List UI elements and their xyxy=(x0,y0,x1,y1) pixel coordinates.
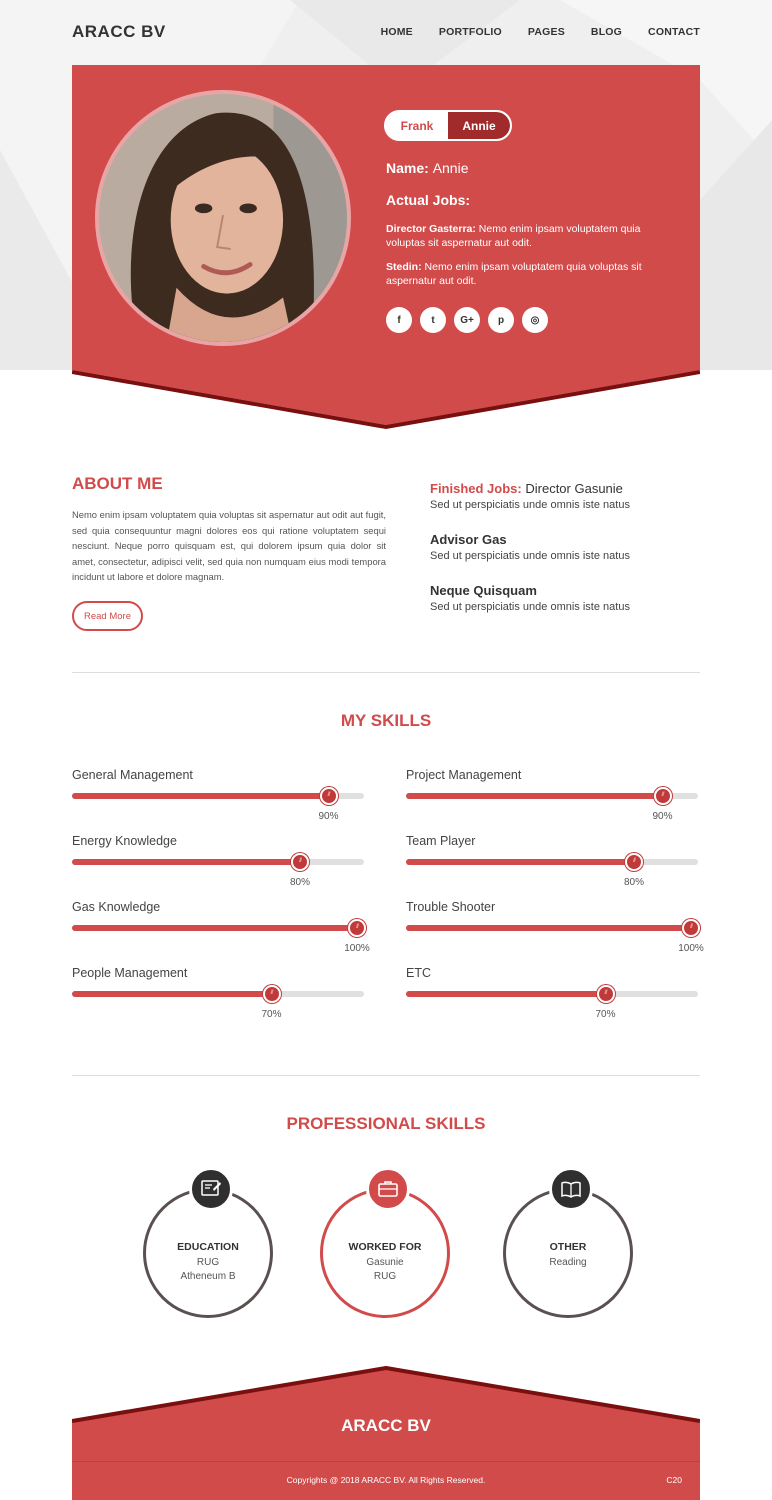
footer-code: C20 xyxy=(666,1475,682,1485)
skill-name: ETC xyxy=(406,966,431,980)
skill-percent: 90% xyxy=(652,811,673,822)
profile-name xyxy=(386,160,666,176)
finished-job-desc: Sed ut perspiciatis unde omnis iste natus xyxy=(430,550,630,562)
skill-slider-handle[interactable] xyxy=(654,787,672,805)
skill-track xyxy=(406,925,698,931)
nav-blog[interactable]: BLOG xyxy=(590,26,623,38)
skill-slider-handle[interactable] xyxy=(597,985,615,1003)
skill-fill xyxy=(406,925,691,931)
finished-job-desc: Sed ut perspiciatis unde omnis iste natus xyxy=(430,601,630,613)
copyright-text: Copyrights @ 2018 ARACC BV. All Rights Reserved. xyxy=(286,1475,486,1485)
pro-skill-worked-for xyxy=(320,1188,450,1318)
skill-bar xyxy=(406,966,698,1026)
pro-skill-title: OTHER xyxy=(549,1241,587,1253)
pro-skill-line: Gasunie xyxy=(366,1257,404,1268)
skills-title: MY SKILLS xyxy=(340,711,432,730)
about-text: Nemo enim ipsam voluptatem quia voluptas sit aspernatur aut odit aut fugit, sed quia consequuntur magni dolores eos qui ratione voluptatem sequi nesciunt. Neque porro quisquam est, qui dolorem ipsum quia dolor sit amet, consectetur, adipisci velit, sed quia non numquam eius modi tempora incidunt ut labore et dolore magnam. xyxy=(72,509,386,583)
skill-fill xyxy=(72,793,329,799)
skill-slider-handle[interactable] xyxy=(320,787,338,805)
skill-track xyxy=(72,859,364,865)
skill-slider-handle[interactable] xyxy=(625,853,643,871)
skill-percent: 70% xyxy=(595,1009,616,1020)
name-value: Annie xyxy=(432,160,469,176)
skill-name: Project Management xyxy=(406,768,522,782)
skill-track xyxy=(406,793,698,799)
skill-track xyxy=(72,991,364,997)
section-divider xyxy=(72,1075,700,1076)
certificate-icon xyxy=(189,1167,233,1211)
skill-slider-handle[interactable] xyxy=(682,919,700,937)
about-title: ABOUT ME xyxy=(72,474,163,493)
pro-skill-title: EDUCATION xyxy=(177,1241,239,1253)
twitter-icon[interactable]: t xyxy=(420,307,446,333)
toggle-frank[interactable]: Frank xyxy=(400,118,434,133)
skill-bar xyxy=(72,966,364,1026)
pro-skill-line: Reading xyxy=(549,1257,587,1268)
skill-track xyxy=(406,991,698,997)
toggle-annie[interactable]: Annie xyxy=(448,112,510,139)
job-text: Nemo enim ipsam voluptatem quia voluptas sit aspernatur aut odit. xyxy=(386,261,642,287)
social-links xyxy=(386,307,548,333)
skill-slider-handle[interactable] xyxy=(291,853,309,871)
skill-track xyxy=(72,925,364,931)
skill-percent: 100% xyxy=(344,943,370,954)
facebook-icon[interactable]: f xyxy=(386,307,412,333)
skill-slider-handle[interactable] xyxy=(348,919,366,937)
section-divider xyxy=(72,672,700,673)
name-label: Name: xyxy=(386,160,429,176)
skill-fill xyxy=(72,925,357,931)
skill-percent: 80% xyxy=(623,877,645,888)
finished-job-title: Director Gasunie xyxy=(525,481,623,496)
pro-skill-other xyxy=(503,1188,633,1318)
skill-fill xyxy=(406,991,606,997)
briefcase-icon xyxy=(366,1167,410,1211)
footer-divider xyxy=(72,1461,700,1462)
pro-skill-education xyxy=(143,1188,273,1318)
instagram-icon[interactable]: ◎ xyxy=(522,307,548,333)
finished-jobs xyxy=(430,480,700,633)
finished-job-title: Advisor Gas xyxy=(430,532,507,547)
pro-skill-line: Atheneum B xyxy=(180,1271,236,1282)
skill-bar xyxy=(406,900,704,960)
skill-percent: 90% xyxy=(318,811,339,822)
skill-fill xyxy=(72,991,272,997)
pro-skill-line: RUG xyxy=(196,1257,220,1268)
site-footer xyxy=(72,1366,700,1500)
skill-track xyxy=(72,793,364,799)
skill-bar xyxy=(406,768,698,828)
skill-percent: 70% xyxy=(261,1009,282,1020)
finished-job-item xyxy=(430,480,700,514)
skill-bar xyxy=(406,834,698,894)
skill-name: Gas Knowledge xyxy=(72,900,161,914)
skill-fill xyxy=(72,859,300,865)
skill-name: Trouble Shooter xyxy=(406,900,496,914)
skill-bar xyxy=(72,768,364,828)
job-item xyxy=(386,260,666,288)
site-logo[interactable]: ARACC BV xyxy=(72,22,166,41)
site-header xyxy=(72,0,700,64)
pro-skill-line: RUG xyxy=(373,1271,397,1282)
job-text: Nemo enim ipsam voluptatem quia voluptas sit aspernatur aut odit. xyxy=(386,223,641,249)
book-icon xyxy=(549,1167,593,1211)
finished-job-desc: Sed ut perspiciatis unde omnis iste natus xyxy=(430,499,630,511)
skill-name: General Management xyxy=(72,768,193,782)
google-plus-icon[interactable]: G+ xyxy=(454,307,480,333)
profile-card xyxy=(72,65,700,430)
nav-portfolio[interactable]: PORTFOLIO xyxy=(438,26,502,38)
profile-toggle[interactable] xyxy=(384,110,512,141)
nav-home[interactable]: HOME xyxy=(380,26,413,38)
main-nav xyxy=(355,26,700,38)
skill-bar xyxy=(72,834,364,894)
finished-job-item xyxy=(430,531,700,565)
profile-photo xyxy=(95,90,351,346)
pro-skill-title: WORKED FOR xyxy=(348,1241,422,1253)
skill-percent: 80% xyxy=(289,877,311,888)
profile-info xyxy=(386,160,666,298)
finished-job-title: Neque Quisquam xyxy=(430,583,537,598)
job-company: Director Gasterra: xyxy=(386,223,476,235)
skill-name: People Management xyxy=(72,966,188,980)
footer-logo[interactable]: ARACC BV xyxy=(341,1416,431,1435)
skill-fill xyxy=(406,859,634,865)
skill-percent: 100% xyxy=(678,943,704,954)
skill-bar xyxy=(72,900,370,960)
pinterest-icon[interactable]: p xyxy=(488,307,514,333)
skill-name: Energy Knowledge xyxy=(72,834,177,848)
pro-skills-title: PROFESSIONAL SKILLS xyxy=(286,1114,486,1133)
finished-job-item xyxy=(430,582,700,616)
job-item xyxy=(386,222,666,250)
skill-fill xyxy=(406,793,663,799)
skill-slider-handle[interactable] xyxy=(263,985,281,1003)
nav-contact[interactable]: CONTACT xyxy=(648,26,700,38)
finished-jobs-label: Finished Jobs: xyxy=(430,481,522,496)
skill-track xyxy=(406,859,698,865)
skill-name: Team Player xyxy=(406,834,476,848)
job-company: Stedin: xyxy=(386,261,422,273)
actual-jobs-title: Actual Jobs: xyxy=(386,192,471,208)
read-more-button[interactable]: Read More xyxy=(72,601,143,631)
nav-pages[interactable]: PAGES xyxy=(527,26,565,38)
